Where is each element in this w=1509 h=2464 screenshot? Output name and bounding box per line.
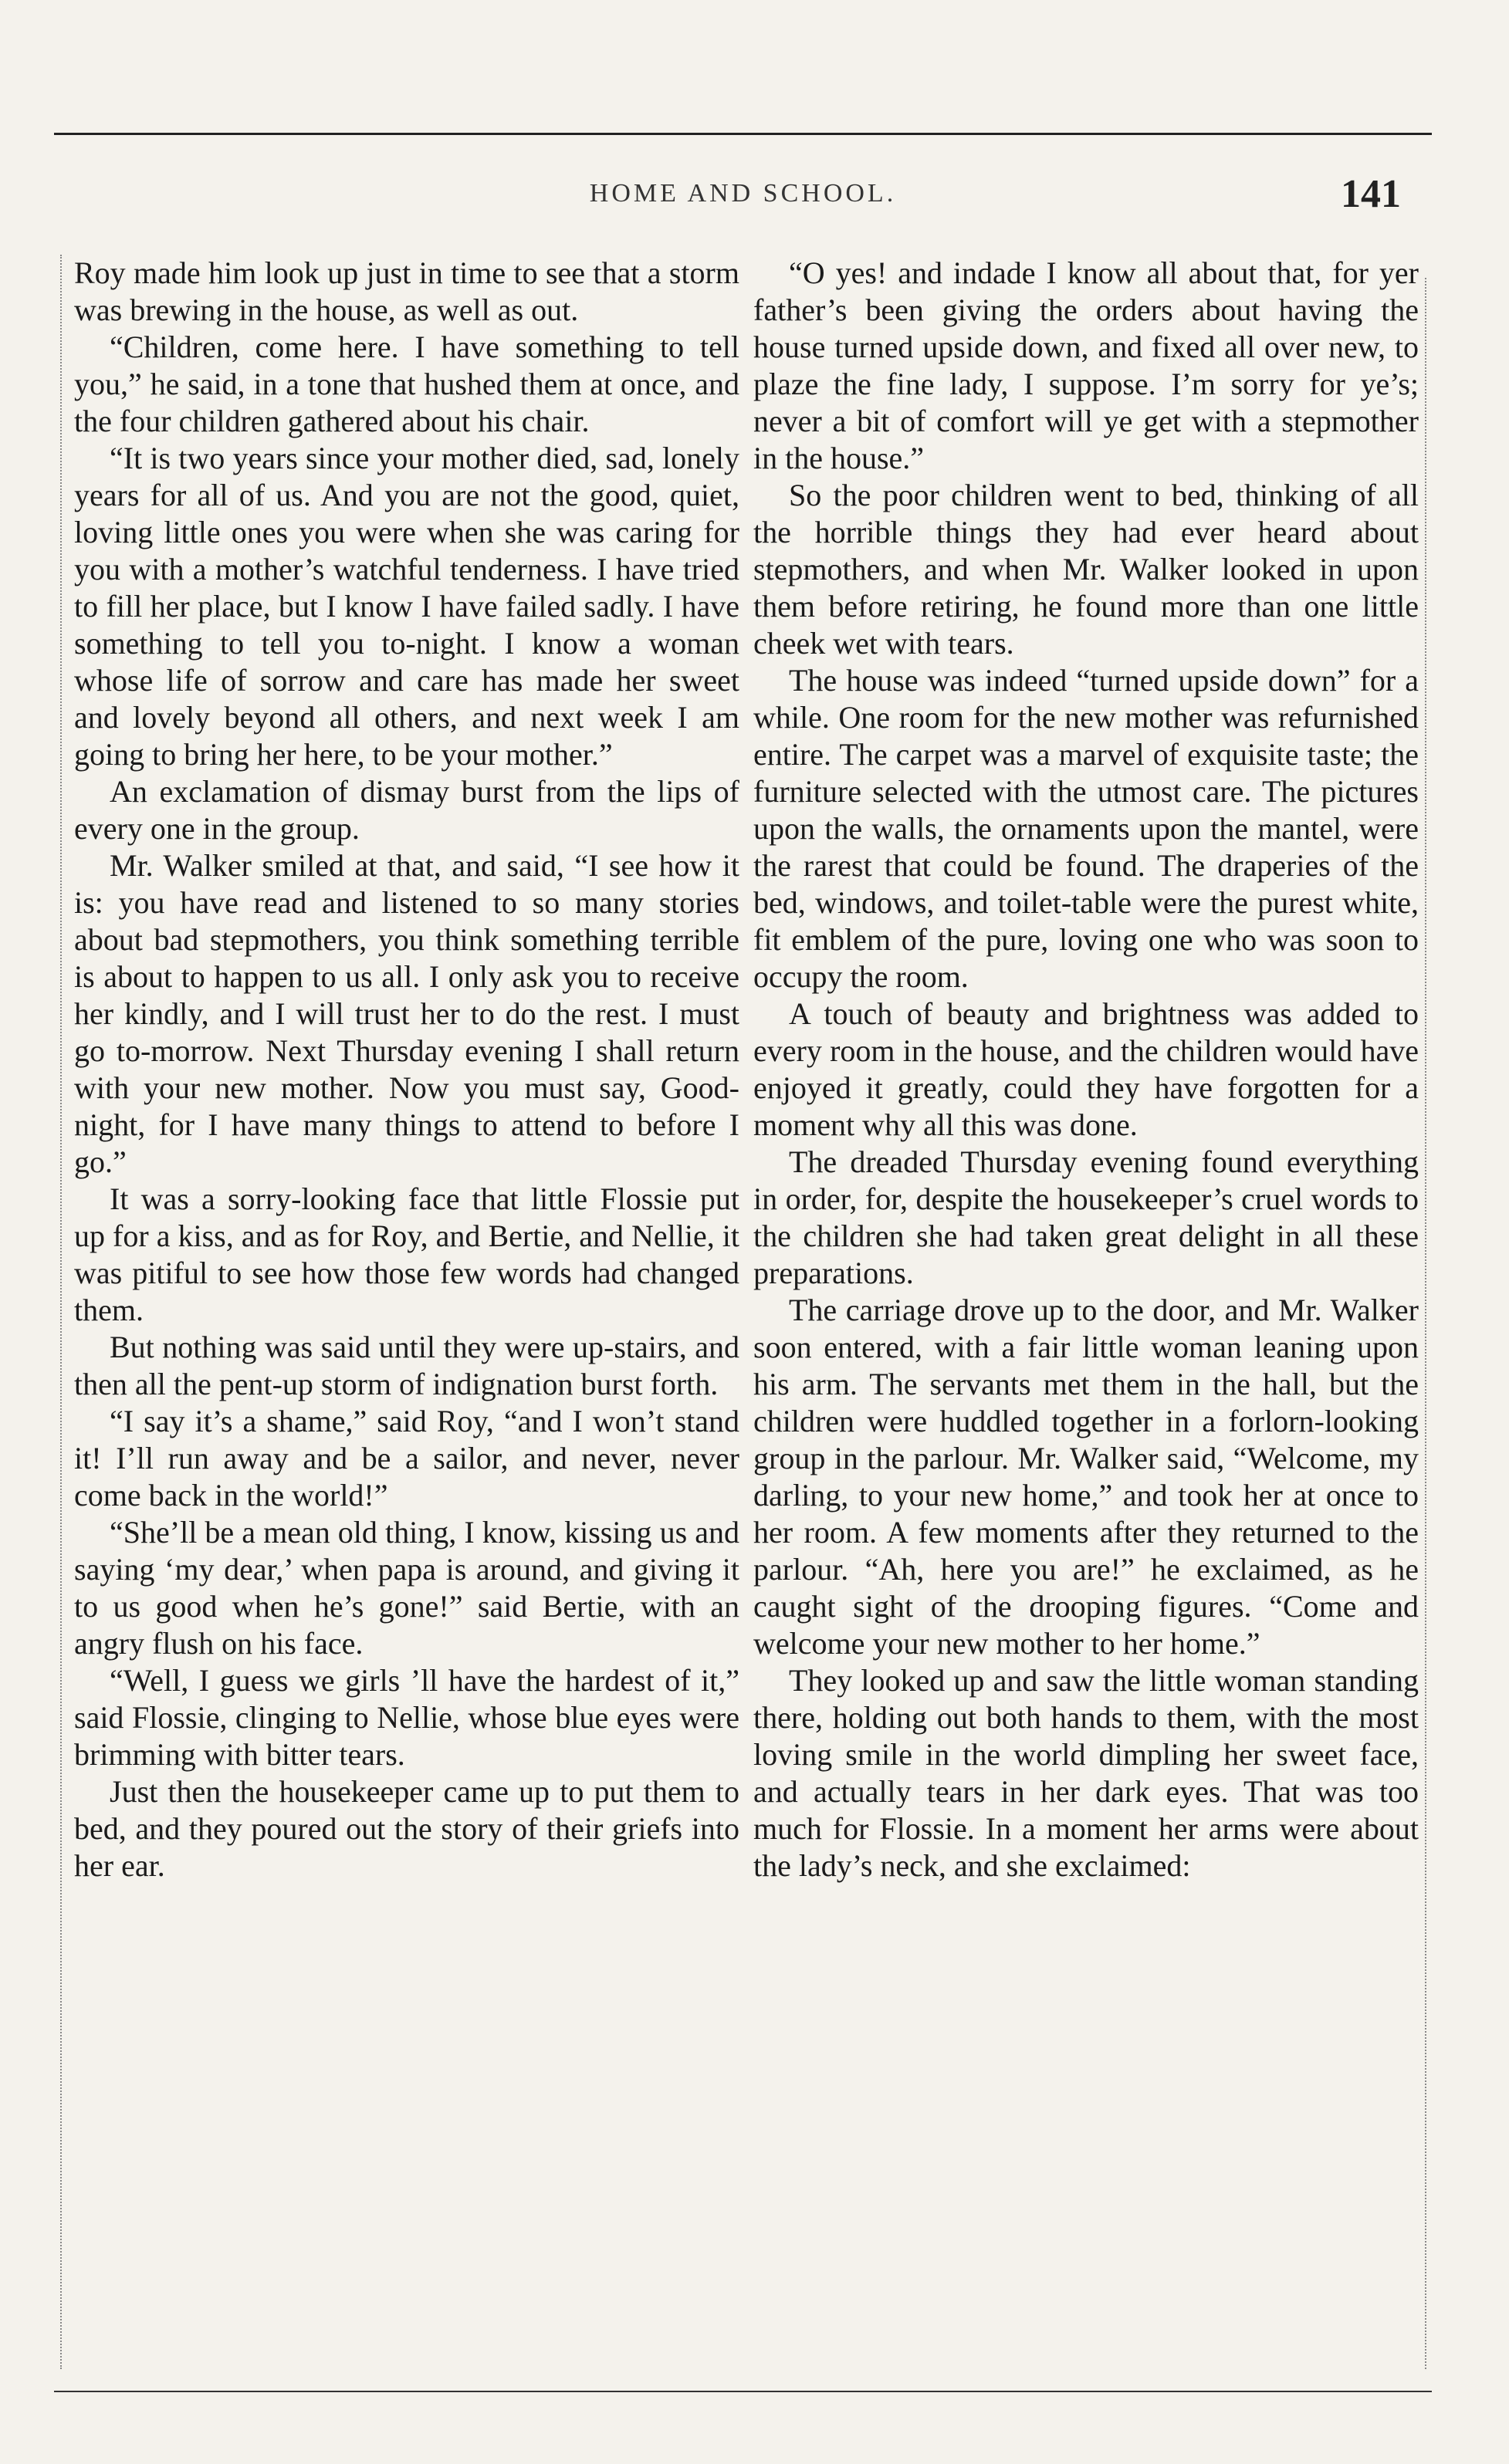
paragraph: “Well, I guess we girls ’ll have the hardest of it,” said Flossie, clinging to Nellie, whose blue eyes were brimming with bitter tears. bbox=[74, 1663, 739, 1772]
paragraph: “Children, come here. I have something to tell you,” he said, in a tone that hushed them at once, and the four children gathered about his chair. bbox=[74, 330, 739, 438]
bottom-rule bbox=[54, 2391, 1432, 2392]
right-margin-line bbox=[1425, 278, 1426, 2369]
paragraph: “It is two years since your mother died, sad, lonely years for all of us. And you are not the good, quiet, loving little ones you were when she was caring for you with a mother’s watchful tenderness. I have tried to fill her place, but I know I have failed sadly. I have something to tell you to-night. I know a woman whose life of sorrow and care has made her sweet and lovely beyond all others, and next week I am going to bring her here, to be your mother.” bbox=[74, 441, 739, 772]
paragraph: An exclamation of dismay burst from the lips of every one in the group. bbox=[74, 774, 739, 846]
paragraph: “I say it’s a shame,” said Roy, “and I won’t stand it! I’ll run away and be a sailor, and never, never come back in the world!” bbox=[74, 1404, 739, 1513]
paragraph: Just then the housekeeper came up to put them to bed, and they poured out the story of their griefs into her ear. bbox=[74, 1774, 739, 1883]
page-header bbox=[54, 172, 1432, 225]
paragraph: But nothing was said until they were up-stairs, and then all the pent-up storm of indignation burst forth. bbox=[74, 1330, 739, 1401]
left-margin-line bbox=[60, 255, 62, 2369]
running-head: HOME AND SCHOOL. bbox=[589, 179, 897, 208]
page-number: 141 bbox=[1341, 172, 1401, 216]
paragraph: They looked up and saw the little woman standing there, holding out both hands to them, with the most loving smile in the world dimpling her sweet face, and actually tears in her dark eyes. That was too much for Flossie. In a moment her arms were about the lady’s neck, and she exclaimed: bbox=[753, 1663, 1419, 1883]
paragraph: “O yes! and indade I know all about that, for yer father’s been giving the orders about having the house turned upside down, and fixed all over new, to plaze the fine lady, I suppose. I’m sorry for ye’s; never a bit of comfort will ye get with a stepmother in the house.” bbox=[753, 255, 1419, 475]
top-rule bbox=[54, 133, 1432, 135]
paragraph: “She’ll be a mean old thing, I know, kissing us and saying ‘my dear,’ when papa is around, and giving it to us good when he’s gone!” said Bertie, with an angry flush on his face. bbox=[74, 1515, 739, 1661]
paragraph: The dreaded Thursday evening found everything in order, for, despite the housekeeper’s cruel words to the children she had taken great delight in all these preparations. bbox=[753, 1144, 1419, 1290]
paragraph: Roy made him look up just in time to see that a storm was brewing in the house, as well as out. bbox=[74, 255, 739, 327]
paragraph: The house was indeed “turned upside down” for a while. One room for the new mother was refurnished entire. The carpet was a marvel of exquisite taste; the furniture selected with the utmost care. The pictures upon the walls, the ornaments upon the mantel, were the rarest that could be found. The draperies of the bed, windows, and toilet-table were the purest white, fit emblem of the pure, loving one who was soon to occupy the room. bbox=[753, 663, 1419, 994]
paragraph: The carriage drove up to the door, and Mr. Walker soon entered, with a fair little woman leaning upon his arm. The servants met them in the hall, but the children were huddled together in a forlorn-looking group in the parlour. Mr. Walker said, “Welcome, my darling, to your new home,” and took her at once to her room. A few moments after they returned to the parlour. “Ah, here you are!” he exclaimed, as he caught sight of the drooping figures. “Come and welcome your new mother to her home.” bbox=[753, 1293, 1419, 1661]
paragraph: It was a sorry-looking face that little Flossie put up for a kiss, and as for Roy, and Bertie, and Nellie, it was pitiful to see how those few words had changed them. bbox=[74, 1181, 739, 1327]
paragraph: A touch of beauty and brightness was added to every room in the house, and the children would have enjoyed it greatly, could they have forgotten for a moment why all this was done. bbox=[753, 996, 1419, 1142]
paragraph: So the poor children went to bed, thinking of all the horrible things they had ever heard about stepmothers, and when Mr. Walker looked in upon them before retiring, he found more than one little cheek wet with tears. bbox=[753, 478, 1419, 661]
right-column bbox=[753, 255, 1419, 1884]
paragraph: Mr. Walker smiled at that, and said, “I see how it is: you have read and listened to so many stories about bad stepmothers, you think something terrible is about to happen to us all. I only ask you to receive her kindly, and I will trust her to do the rest. I must go to-morrow. Next Thursday evening I shall return with your new mother. Now you must say, Good-night, for I have many things to attend to before I go.” bbox=[74, 848, 739, 1179]
left-column bbox=[74, 255, 739, 1884]
